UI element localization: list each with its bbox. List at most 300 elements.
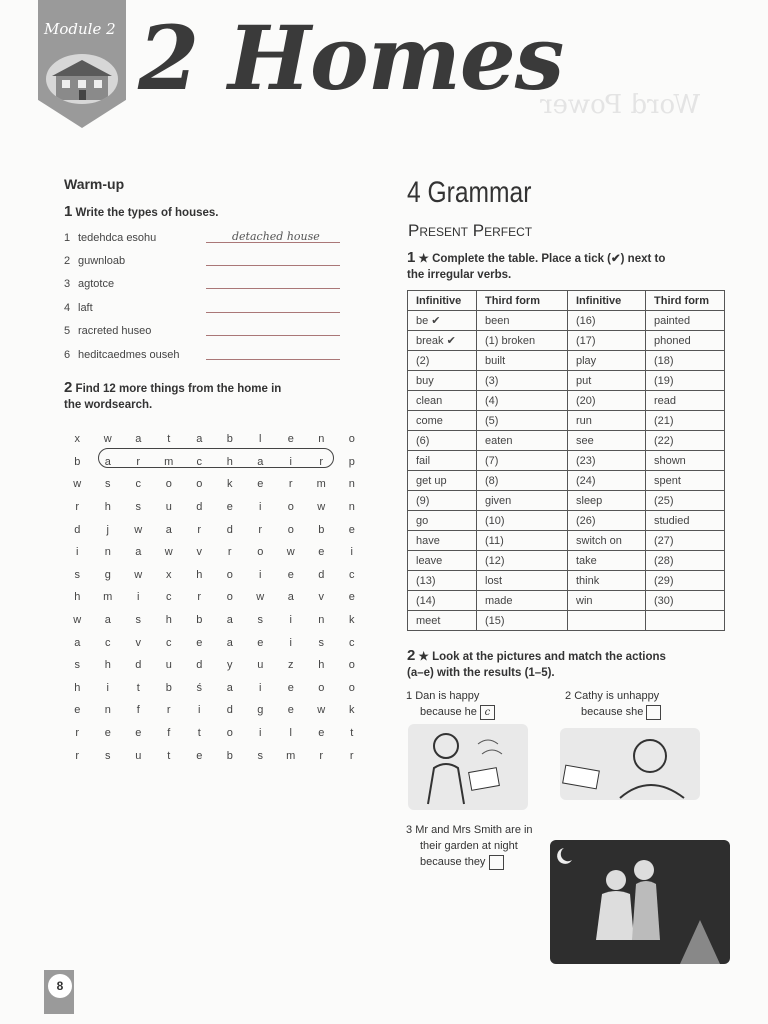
answer-line[interactable]	[206, 242, 340, 243]
wordsearch-letter[interactable]: r	[319, 749, 324, 762]
table-cell[interactable]: (3)	[477, 371, 568, 391]
wordsearch-letter[interactable]: a	[226, 614, 233, 627]
wordsearch-letter[interactable]: a	[165, 523, 172, 536]
wordsearch-letter[interactable]: s	[74, 568, 80, 581]
table-row	[408, 531, 725, 551]
table-cell[interactable]: (17)	[568, 331, 646, 351]
answer-text: detached house	[232, 230, 320, 243]
wordsearch-letter[interactable]: h	[74, 591, 81, 604]
list-item-number: 2	[64, 255, 71, 267]
table-row	[408, 471, 725, 491]
wordsearch-letter[interactable]: y	[227, 659, 233, 672]
table-cell[interactable]: run	[568, 411, 646, 431]
table-cell[interactable]: switch on	[568, 531, 646, 551]
wordsearch-letter[interactable]: b	[226, 749, 233, 762]
table-row	[408, 371, 725, 391]
list-item-number: 4	[64, 302, 71, 314]
wordsearch-letter[interactable]: b	[74, 455, 81, 468]
wordsearch-letter[interactable]: ś	[196, 681, 202, 694]
table-cell[interactable]: see	[568, 431, 646, 451]
wordsearch-letter[interactable]: o	[287, 523, 294, 536]
table-cell[interactable]: play	[568, 351, 646, 371]
table-row	[408, 551, 725, 571]
wordsearch-letter[interactable]: t	[167, 749, 171, 762]
wordsearch-letter[interactable]: m	[103, 591, 113, 604]
table-cell[interactable]: (18)	[646, 351, 725, 371]
wordsearch-letter[interactable]: c	[349, 568, 355, 581]
table-cell[interactable]: (19)	[646, 371, 725, 391]
wordsearch-row	[62, 541, 367, 564]
task-number: 2	[64, 379, 73, 396]
wordsearch-letter[interactable]: e	[257, 478, 264, 491]
task-number: 1	[64, 203, 73, 220]
item-line1: Dan is happy	[415, 690, 480, 702]
wordsearch-letter[interactable]: d	[226, 523, 233, 536]
wordsearch-row	[62, 496, 367, 519]
wordsearch-letter[interactable]: p	[348, 455, 355, 468]
wordsearch-letter[interactable]: i	[259, 568, 262, 581]
wordsearch-letter[interactable]: w	[164, 546, 173, 559]
wordsearch-letter[interactable]: r	[75, 501, 80, 514]
wordsearch-letter[interactable]: r	[136, 455, 141, 468]
table-cell[interactable]: come	[408, 411, 477, 431]
wordsearch-letter[interactable]: e	[104, 727, 111, 740]
exercise-item-3	[406, 822, 566, 870]
table-cell[interactable]: go	[408, 511, 477, 531]
table-cell[interactable]: (26)	[568, 511, 646, 531]
table-row	[408, 591, 725, 611]
wordsearch-letter[interactable]: r	[75, 749, 80, 762]
wordsearch-letter[interactable]: s	[318, 636, 324, 649]
warmup-task2-instruction	[64, 380, 324, 413]
wordsearch-letter[interactable]: w	[317, 704, 326, 717]
table-row	[408, 491, 725, 511]
answer-box[interactable]	[489, 855, 504, 870]
wordsearch-letter[interactable]: i	[106, 681, 109, 694]
table-cell[interactable]: put	[568, 371, 646, 391]
table-cell[interactable]: (16)	[568, 311, 646, 331]
answer-box[interactable]	[646, 705, 661, 720]
wordsearch-letter[interactable]: m	[316, 478, 326, 491]
wordsearch-letter[interactable]: i	[137, 591, 140, 604]
table-cell[interactable]: sleep	[568, 491, 646, 511]
column-header: Infinitive	[568, 291, 646, 311]
wordsearch-letter[interactable]: i	[76, 546, 79, 559]
grammar-subtitle: Present Perfect	[408, 221, 533, 240]
wordsearch-letter[interactable]: w	[103, 433, 112, 446]
wordsearch-row	[62, 609, 367, 632]
table-cell[interactable]: (20)	[568, 391, 646, 411]
task-text-line1: Complete the table. Place a tick (✔) next to	[432, 253, 666, 265]
wordsearch-letter[interactable]: o	[348, 659, 355, 672]
wordsearch-letter[interactable]: b	[196, 614, 203, 627]
wordsearch-letter[interactable]: w	[256, 591, 265, 604]
star-icon: ★	[418, 253, 429, 265]
table-row	[408, 431, 725, 451]
item-line1: Mr and Mrs Smith are in	[415, 824, 533, 836]
table-cell[interactable]: win	[568, 591, 646, 611]
wordsearch-letter[interactable]: w	[134, 568, 143, 581]
wordsearch-letter[interactable]: c	[105, 636, 111, 649]
table-row	[408, 351, 725, 371]
table-cell[interactable]: (10)	[477, 511, 568, 531]
wordsearch-letter[interactable]: o	[226, 568, 233, 581]
table-cell[interactable]: (14)	[408, 591, 477, 611]
wordsearch-letter[interactable]: e	[135, 727, 142, 740]
table-cell[interactable]: read	[646, 391, 725, 411]
wordsearch-letter[interactable]: l	[259, 433, 262, 446]
wordsearch-letter[interactable]: i	[289, 455, 292, 468]
wordsearch-letter[interactable]: e	[318, 546, 325, 559]
wordsearch-letter[interactable]: o	[348, 433, 355, 446]
table-row	[408, 311, 725, 331]
list-item-number: 3	[64, 278, 71, 290]
wordsearch-letter[interactable]: a	[196, 433, 203, 446]
wordsearch-letter[interactable]: u	[165, 659, 172, 672]
wordsearch-letter[interactable]: k	[349, 704, 355, 717]
wordsearch-grid	[62, 428, 367, 767]
wordsearch-letter[interactable]: c	[166, 591, 172, 604]
answer-line[interactable]	[206, 265, 340, 266]
wordsearch-letter[interactable]: a	[226, 681, 233, 694]
table-row	[408, 391, 725, 411]
list-item-number: 1	[64, 232, 71, 244]
wordsearch-letter[interactable]: c	[166, 636, 172, 649]
wordsearch-letter[interactable]: t	[136, 681, 140, 694]
wordsearch-letter[interactable]: u	[135, 749, 142, 762]
wordsearch-letter[interactable]: h	[318, 659, 325, 672]
table-cell[interactable]: take	[568, 551, 646, 571]
scrambled-word: guwnloab	[78, 255, 126, 267]
wordsearch-letter[interactable]: e	[257, 636, 264, 649]
answer-line[interactable]	[206, 288, 340, 289]
wordsearch-letter[interactable]: w	[286, 546, 295, 559]
wordsearch-letter[interactable]: i	[350, 546, 353, 559]
table-row	[408, 331, 725, 351]
table-cell[interactable]: (12)	[477, 551, 568, 571]
wordsearch-letter[interactable]: s	[257, 749, 263, 762]
wordsearch-letter[interactable]: w	[134, 523, 143, 536]
table-cell[interactable]: (6)	[408, 431, 477, 451]
table-cell[interactable]: (8)	[477, 471, 568, 491]
wordsearch-letter[interactable]: z	[288, 659, 294, 672]
verb-forms-table	[407, 290, 725, 631]
table-row	[408, 611, 725, 631]
wordsearch-letter[interactable]: f	[136, 704, 140, 717]
wordsearch-letter[interactable]: t	[167, 433, 171, 446]
wordsearch-letter[interactable]: a	[135, 433, 142, 446]
table-row	[408, 451, 725, 471]
wordsearch-letter[interactable]: s	[105, 749, 111, 762]
table-cell[interactable]: (11)	[477, 531, 568, 551]
wordsearch-letter[interactable]: a	[104, 455, 111, 468]
table-cell[interactable]: (21)	[646, 411, 725, 431]
wordsearch-letter[interactable]: i	[198, 704, 201, 717]
wordsearch-letter[interactable]: l	[289, 727, 292, 740]
wordsearch-letter[interactable]: d	[318, 568, 325, 581]
table-cell[interactable]	[568, 611, 646, 631]
list-item-number: 5	[64, 325, 71, 337]
wordsearch-letter[interactable]: n	[348, 478, 355, 491]
wordsearch-row	[62, 744, 367, 767]
scrambled-word: heditcaedmes ouseh	[78, 349, 180, 361]
table-cell[interactable]: (13)	[408, 571, 477, 591]
table-cell[interactable]: meet	[408, 611, 477, 631]
wordsearch-letter[interactable]: m	[164, 455, 174, 468]
column-header: Third form	[477, 291, 568, 311]
wordsearch-letter[interactable]: a	[257, 455, 264, 468]
task-text-line2: (a–e) with the results (1–5).	[407, 667, 555, 679]
answer-line[interactable]	[206, 312, 340, 313]
table-cell[interactable]: built	[477, 351, 568, 371]
wordsearch-letter[interactable]: n	[318, 614, 325, 627]
wordsearch-letter[interactable]: d	[74, 523, 81, 536]
wordsearch-letter[interactable]: f	[167, 727, 171, 740]
house-thumbnail-image	[46, 54, 118, 104]
wordsearch-letter[interactable]: c	[196, 455, 202, 468]
wordsearch-letter[interactable]: w	[317, 501, 326, 514]
wordsearch-letter[interactable]: i	[259, 681, 262, 694]
answer-line[interactable]	[206, 335, 340, 336]
wordsearch-letter[interactable]: r	[319, 455, 324, 468]
wordsearch-letter[interactable]: h	[104, 659, 111, 672]
table-cell[interactable]: think	[568, 571, 646, 591]
module-label: Module 2	[44, 20, 116, 38]
table-cell[interactable]: have	[408, 531, 477, 551]
item-line2: their garden at night	[420, 840, 518, 852]
wordsearch-letter[interactable]: e	[348, 591, 355, 604]
wordsearch-letter[interactable]: r	[349, 749, 354, 762]
wordsearch-letter[interactable]: b	[226, 433, 233, 446]
wordsearch-letter[interactable]: o	[196, 478, 203, 491]
wordsearch-letter[interactable]: g	[104, 568, 111, 581]
star-icon: ★	[418, 651, 429, 663]
wordsearch-letter[interactable]: i	[259, 501, 262, 514]
table-cell[interactable]: studied	[646, 511, 725, 531]
wordsearch-letter[interactable]: e	[287, 681, 294, 694]
table-cell[interactable]	[646, 611, 725, 631]
wordsearch-letter[interactable]: k	[349, 614, 355, 627]
answer-line[interactable]	[206, 359, 340, 360]
wordsearch-letter[interactable]: d	[196, 501, 203, 514]
task-text-line2: the wordsearch.	[64, 399, 153, 411]
wordsearch-letter[interactable]: c	[349, 636, 355, 649]
wordsearch-letter[interactable]: e	[196, 636, 203, 649]
table-cell[interactable]: (24)	[568, 471, 646, 491]
wordsearch-letter[interactable]: e	[196, 749, 203, 762]
wordsearch-letter[interactable]: a	[74, 636, 81, 649]
table-cell[interactable]: eaten	[477, 431, 568, 451]
wordsearch-letter[interactable]: n	[104, 704, 111, 717]
wordsearch-letter[interactable]: s	[105, 478, 111, 491]
wordsearch-letter[interactable]: e	[287, 433, 294, 446]
wordsearch-letter[interactable]: u	[165, 501, 172, 514]
wordsearch-letter[interactable]: u	[257, 659, 264, 672]
table-cell[interactable]: (4)	[477, 391, 568, 411]
wordsearch-letter[interactable]: m	[286, 749, 296, 762]
wordsearch-letter[interactable]: r	[258, 523, 263, 536]
table-cell[interactable]: (22)	[646, 431, 725, 451]
wordsearch-letter[interactable]: i	[289, 636, 292, 649]
wordsearch-letter[interactable]: o	[226, 727, 233, 740]
wordsearch-letter[interactable]: a	[104, 614, 111, 627]
task-text-line1: Find 12 more things from the home in	[75, 383, 282, 395]
wordsearch-letter[interactable]: b	[318, 523, 325, 536]
armchair-circled-word	[98, 448, 334, 468]
wordsearch-letter[interactable]: n	[348, 501, 355, 514]
wordsearch-letter[interactable]: t	[350, 727, 354, 740]
wordsearch-letter[interactable]: r	[197, 591, 202, 604]
wordsearch-letter[interactable]: a	[135, 546, 142, 559]
wordsearch-letter[interactable]: c	[135, 478, 141, 491]
table-cell[interactable]: made	[477, 591, 568, 611]
table-cell[interactable]: (9)	[408, 491, 477, 511]
table-row	[408, 571, 725, 591]
wordsearch-row	[62, 722, 367, 745]
table-cell[interactable]: (30)	[646, 591, 725, 611]
table-cell[interactable]: get up	[408, 471, 477, 491]
table-cell[interactable]: (29)	[646, 571, 725, 591]
table-cell[interactable]: buy	[408, 371, 477, 391]
wordsearch-letter[interactable]: i	[259, 727, 262, 740]
table-cell[interactable]: fail	[408, 451, 477, 471]
answer-box[interactable]: c	[480, 705, 495, 720]
wordsearch-letter[interactable]: k	[227, 478, 233, 491]
wordsearch-letter[interactable]: w	[73, 614, 82, 627]
warmup-heading: Warm-up	[64, 176, 125, 192]
column-header: Third form	[646, 291, 725, 311]
table-cell[interactable]: clean	[408, 391, 477, 411]
table-cell[interactable]: been	[477, 311, 568, 331]
wordsearch-letter[interactable]: r	[227, 546, 232, 559]
wordsearch-letter[interactable]: h	[226, 455, 233, 468]
wordsearch-letter[interactable]: o	[287, 501, 294, 514]
table-cell[interactable]: (28)	[646, 551, 725, 571]
wordsearch-letter[interactable]: s	[135, 501, 141, 514]
wordsearch-letter[interactable]: e	[74, 704, 81, 717]
wordsearch-letter[interactable]: i	[289, 614, 292, 627]
wordsearch-letter[interactable]: v	[196, 546, 202, 559]
warmup-task1-instruction	[64, 204, 218, 221]
wordsearch-letter[interactable]: b	[165, 681, 172, 694]
wordsearch-letter[interactable]: d	[226, 704, 233, 717]
wordsearch-letter[interactable]: v	[135, 636, 141, 649]
table-row	[408, 411, 725, 431]
grammar-task2-instruction	[407, 648, 727, 681]
page-title: 2 Homes	[138, 6, 564, 110]
wordsearch-letter[interactable]: h	[104, 501, 111, 514]
wordsearch-letter[interactable]: n	[318, 433, 325, 446]
table-cell[interactable]: (23)	[568, 451, 646, 471]
table-cell[interactable]: (1) broken	[477, 331, 568, 351]
table-cell[interactable]: (25)	[646, 491, 725, 511]
wordsearch-letter[interactable]: h	[196, 568, 203, 581]
task-text-line1: Look at the pictures and match the actions	[432, 651, 666, 663]
wordsearch-letter[interactable]: o	[165, 478, 172, 491]
wordsearch-letter[interactable]: w	[73, 478, 82, 491]
wordsearch-letter[interactable]: h	[74, 681, 81, 694]
table-cell[interactable]: given	[477, 491, 568, 511]
smith-garden-night-illustration	[550, 840, 730, 964]
wordsearch-letter[interactable]: e	[287, 568, 294, 581]
wordsearch-letter[interactable]: a	[287, 591, 294, 604]
task-number: 1	[407, 249, 416, 266]
wordsearch-letter[interactable]: d	[135, 659, 142, 672]
table-cell[interactable]: break ✔	[408, 331, 477, 351]
wordsearch-letter[interactable]: v	[318, 591, 324, 604]
wordsearch-letter[interactable]: d	[196, 659, 203, 672]
wordsearch-letter[interactable]: x	[74, 433, 80, 446]
wordsearch-letter[interactable]: s	[135, 614, 141, 627]
wordsearch-letter[interactable]: r	[288, 478, 293, 491]
table-cell[interactable]: (2)	[408, 351, 477, 371]
table-cell[interactable]: (27)	[646, 531, 725, 551]
wordsearch-letter[interactable]: e	[348, 523, 355, 536]
wordsearch-letter[interactable]: h	[165, 614, 172, 627]
wordsearch-letter[interactable]: r	[75, 727, 80, 740]
table-cell[interactable]: spent	[646, 471, 725, 491]
dan-illustration	[408, 724, 528, 810]
exercise-item-1	[406, 688, 546, 720]
table-cell[interactable]: (7)	[477, 451, 568, 471]
table-cell[interactable]: (15)	[477, 611, 568, 631]
table-cell[interactable]: phoned	[646, 331, 725, 351]
page-number: 8	[48, 974, 72, 998]
table-cell[interactable]: lost	[477, 571, 568, 591]
wordsearch-letter[interactable]: s	[74, 659, 80, 672]
wordsearch-letter[interactable]: t	[197, 727, 201, 740]
wordsearch-letter[interactable]: g	[257, 704, 264, 717]
wordsearch-letter[interactable]: e	[318, 727, 325, 740]
wordsearch-row	[62, 564, 367, 587]
wordsearch-letter[interactable]: r	[197, 523, 202, 536]
column-header: Infinitive	[408, 291, 477, 311]
wordsearch-letter[interactable]: n	[104, 546, 111, 559]
item-line2: because she	[581, 706, 644, 718]
table-cell[interactable]: (5)	[477, 411, 568, 431]
wordsearch-letter[interactable]: o	[226, 591, 233, 604]
wordsearch-letter[interactable]: o	[318, 681, 325, 694]
scrambled-word: racreted huseo	[78, 325, 152, 337]
wordsearch-letter[interactable]: r	[166, 704, 171, 717]
item-number: 1	[406, 690, 413, 702]
item-line3: because they	[420, 856, 486, 868]
list-item-number: 6	[64, 349, 71, 361]
wordsearch-letter[interactable]: s	[257, 614, 263, 627]
wordsearch-row	[62, 654, 367, 677]
wordsearch-letter[interactable]: a	[226, 636, 233, 649]
wordsearch-letter[interactable]: o	[348, 681, 355, 694]
item-line1: Cathy is unhappy	[574, 690, 660, 702]
wordsearch-letter[interactable]: j	[106, 523, 109, 536]
wordsearch-letter[interactable]: x	[166, 568, 172, 581]
wordsearch-letter[interactable]: e	[287, 704, 294, 717]
scrambled-word: agtotce	[78, 278, 115, 290]
table-cell[interactable]: be ✔	[408, 311, 477, 331]
wordsearch-letter[interactable]: e	[226, 501, 233, 514]
wordsearch-row	[62, 699, 367, 722]
table-header-row	[408, 291, 725, 311]
table-cell[interactable]: leave	[408, 551, 477, 571]
task-text: Write the types of houses.	[75, 207, 219, 219]
table-cell[interactable]: painted	[646, 311, 725, 331]
item-line2: because he	[420, 706, 477, 718]
scrambled-word: laft	[78, 302, 93, 314]
task-text-line2: the irregular verbs.	[407, 269, 512, 281]
grammar-title: 4 Grammar	[407, 176, 532, 209]
table-cell[interactable]: shown	[646, 451, 725, 471]
wordsearch-letter[interactable]: o	[257, 546, 264, 559]
